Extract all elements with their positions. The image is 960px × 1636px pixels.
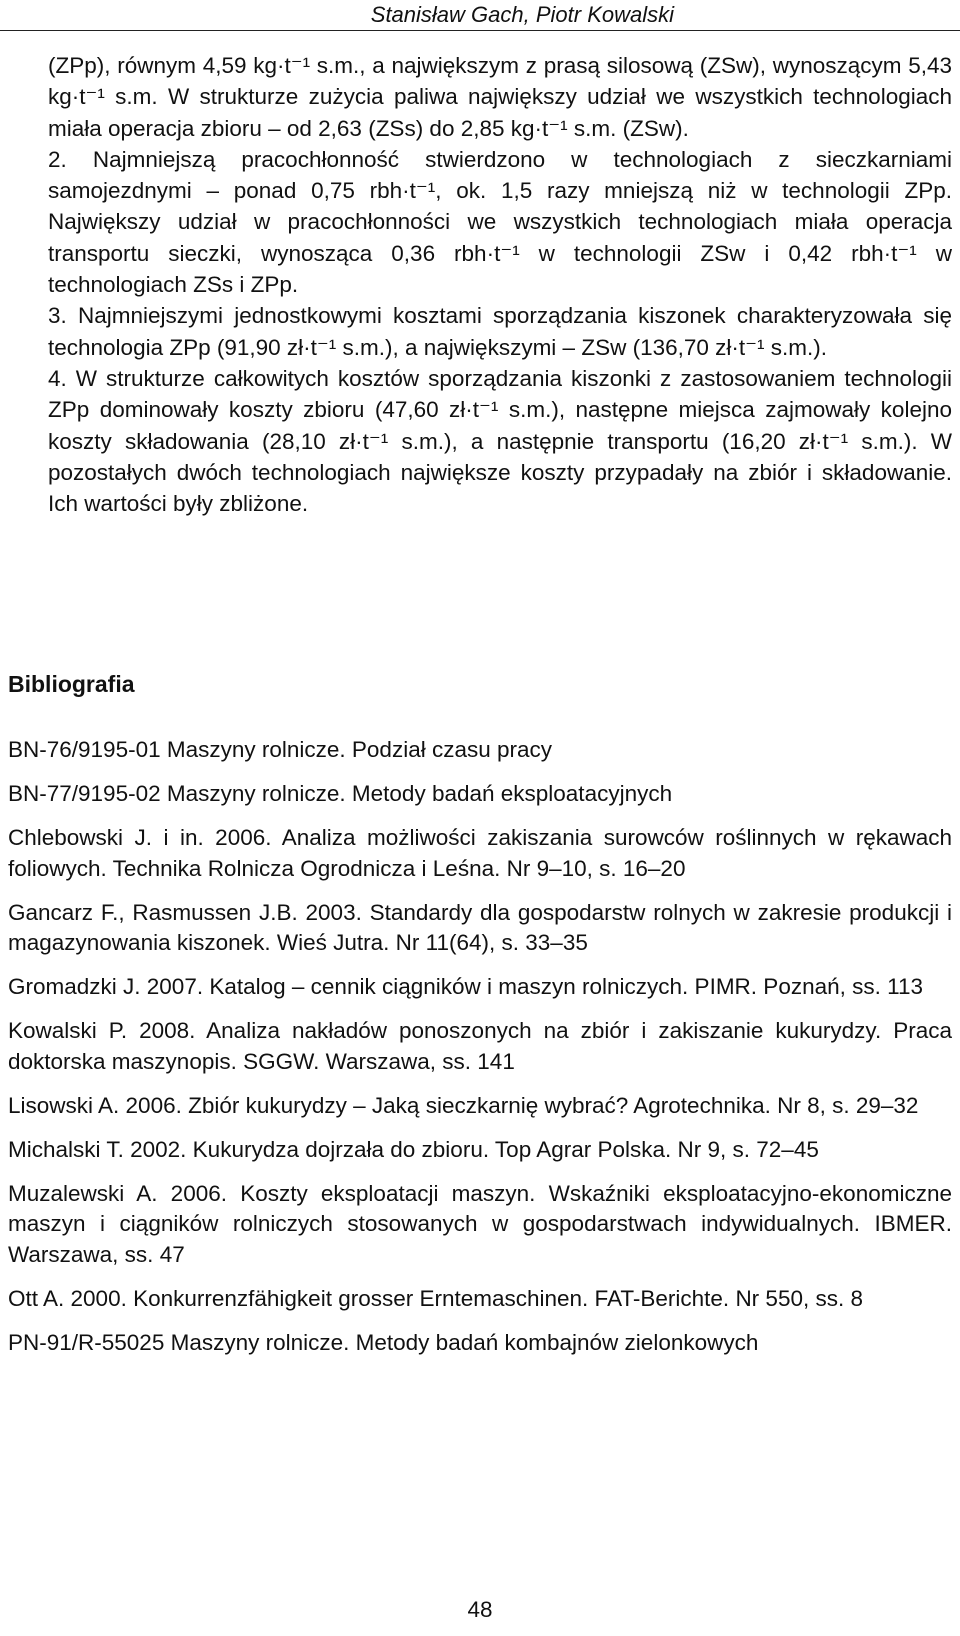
bibliography-entry: Lisowski A. 2006. Zbiór kukurydzy – Jaką sieczkarnię wybrać? Agrotechnika. Nr 8, s. 29–32: [8, 1092, 919, 1118]
bibliography-entry: Gromadzki J. 2007. Katalog – cennik ciągników i maszyn rolniczych. PIMR. Poznań, ss. 113: [8, 974, 923, 999]
bibliography-entry: Chlebowski J. i in. 2006. Analiza możliwości zakiszania surowców roślinnych w rękawach foliowych. Technika Rolnicza Ogrodnicza i Leśna. Nr 9–10, s. 16–20: [8, 825, 952, 881]
continuation-paragraph: (ZPp), równym 4,59 kg·t⁻¹ s.m., a największym z prasą silosową (ZSw), wynoszącym 5,43 kg·t⁻¹ s.m. W strukturze zużycia paliwa największy udział we wszystkich technologiach miała operacja zbioru – od 2,63 (ZSs) do 2,85 kg·t⁻¹ s.m. (ZSw).: [48, 53, 952, 141]
bibliography-entry: Michalski T. 2002. Kukurydza dojrzała do zbioru. Top Agrar Polska. Nr 9, s. 72–45: [8, 1136, 819, 1162]
conclusion-item-3: 3. Najmniejszymi jednostkowymi kosztami sporządzania kiszonek charakteryzowała się technologia ZPp (91,90 zł·t⁻¹ s.m.), a największymi – ZSw (136,70 zł·t⁻¹ s.m.).: [48, 303, 952, 360]
conclusions-body: [48, 50, 952, 519]
bibliography-entry: Gancarz F., Rasmussen J.B. 2003. Standardy dla gospodarstw rolnych w zakresie produkcji i magazynowania kiszonek. Wieś Jutra. Nr 11(64), s. 33–35: [8, 899, 952, 955]
conclusion-item-4: 4. W strukturze całkowitych kosztów sporządzania kiszonki z zastosowaniem technologii ZPp dominowały koszty zbioru (47,60 zł·t⁻¹ s.m.), następne miejsca zajmowały kolejno koszty składowania (28,10 zł·t⁻¹ s.m.), a następnie transportu (16,20 zł·t⁻¹ s.m.). W pozostałych dwóch technologiach największe koszty przypadały na zbiór i składowanie. Ich wartości były zbliżone.: [48, 365, 952, 517]
bibliography-entry: Kowalski P. 2008. Analiza nakładów ponoszonych na zbiór i zakiszanie kukurydzy. Praca doktorska maszynopis. SGGW. Warszawa, ss. 141: [8, 1018, 952, 1074]
bibliography-entry: PN-91/R-55025 Maszyny rolnicze. Metody badań kombajnów zielonkowych: [8, 1329, 759, 1355]
running-head: [0, 0, 960, 31]
page-number: 48: [467, 1597, 493, 1622]
running-head-authors: Stanisław Gach, Piotr Kowalski: [370, 2, 674, 27]
bibliography-entry: Muzalewski A. 2006. Koszty eksploatacji maszyn. Wskaźniki eksploatacyjno-ekonomiczne maszyn i ciągników rolniczych stosowanych w gospodarstwach indywidualnych. IBMER. Warszawa, ss. 47: [8, 1180, 952, 1267]
bibliography-heading: Bibliografia: [8, 671, 135, 697]
bibliography-entry: Ott A. 2000. Konkurrenzfähigkeit grosser Erntemaschinen. FAT-Berichte. Nr 550, ss. 8: [8, 1285, 863, 1311]
bibliography-entry: BN-77/9195-02 Maszyny rolnicze. Metody badań eksploatacyjnych: [8, 781, 673, 806]
conclusion-item-2: 2. Najmniejszą pracochłonność stwierdzono w technologiach z sieczkarniami samojezdnymi – ponad 0,75 rbh·t⁻¹, ok. 1,5 razy mniejszą niż w technologii ZPp. Największy udział w pracochłonności we wszystkich technologiach miała operacja transportu sieczki, wynosząca 0,36 rbh·t⁻¹ w technologii ZSw i 0,42 rbh·t⁻¹ w technologiach ZSs i ZPp.: [48, 146, 952, 298]
bibliography-list: [8, 735, 952, 1372]
bibliography-entry: BN-76/9195-01 Maszyny rolnicze. Podział czasu pracy: [8, 737, 552, 762]
